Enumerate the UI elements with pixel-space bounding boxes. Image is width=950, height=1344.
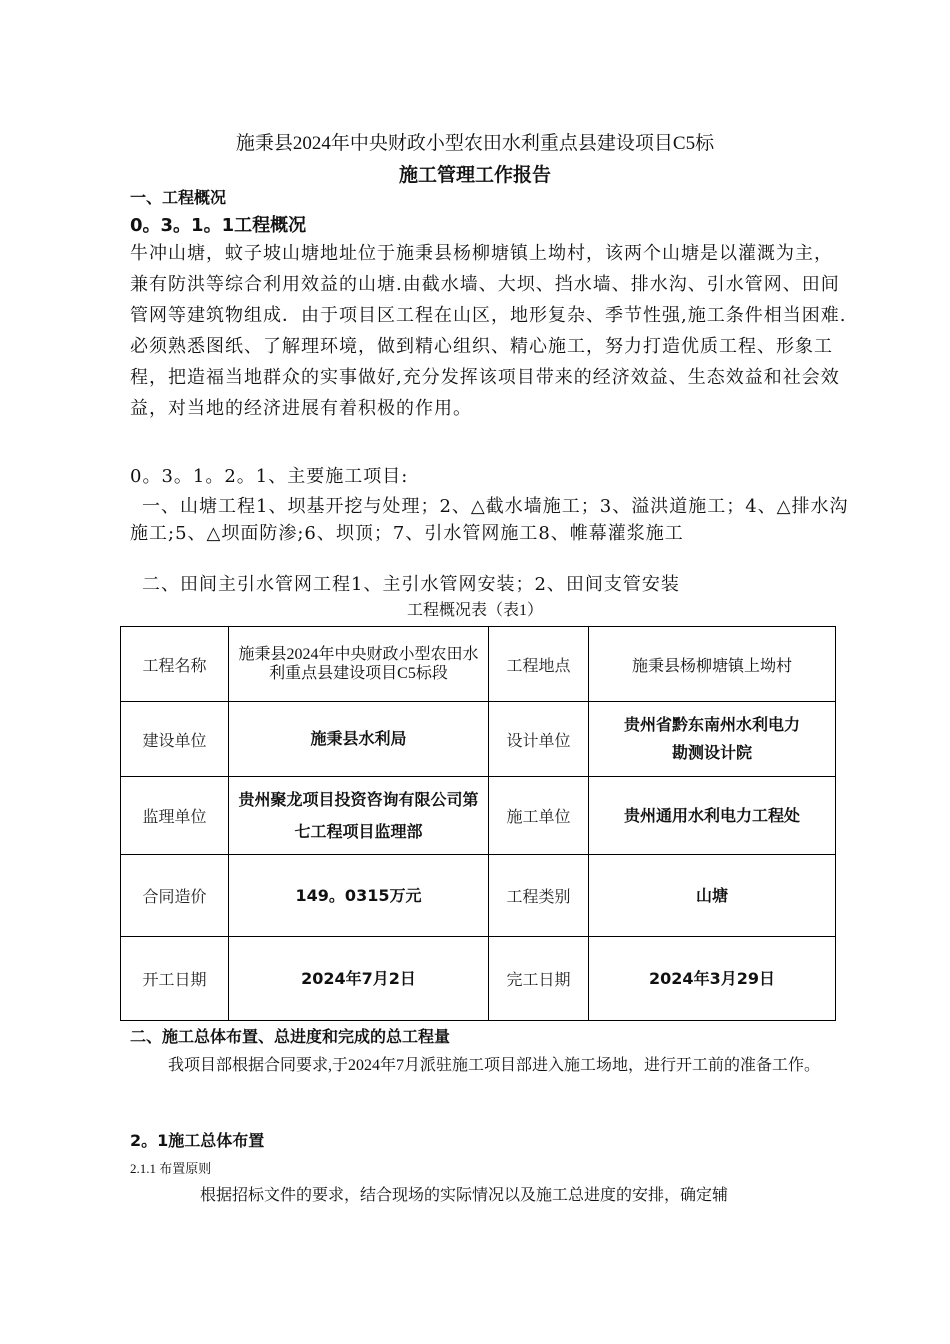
table-row xyxy=(121,855,836,937)
cell-label-start-date: 开工日期 xyxy=(121,937,229,1021)
cell-label-designer: 设计单位 xyxy=(489,702,589,777)
table-row xyxy=(121,777,836,855)
cell-value-finish-date: 2024年3月29日 xyxy=(589,937,836,1021)
table-row xyxy=(121,702,836,777)
cell-label-finish-date: 完工日期 xyxy=(489,937,589,1021)
report-title-line1: 施秉县2024年中央财政小型农田水利重点县建设项目C5标 xyxy=(235,133,715,154)
subheading-project-overview: 0。3。1。1工程概况 xyxy=(130,215,307,236)
table-row xyxy=(121,627,836,702)
cell-value-project-name: 施秉县2024年中央财政小型农田水利重点县建设项目C5标段 xyxy=(229,627,489,702)
subheading-general-layout: 2。1施工总体布置 xyxy=(130,1131,265,1150)
cell-value-designer: 贵州省黔东南州水利电力勘测设计院 xyxy=(589,702,836,777)
cell-label-contract-price: 合同造价 xyxy=(121,855,229,937)
list-item-pipe-network: 二、田间主引水管网工程1、主引水管网安装；2、田间支管安装 xyxy=(142,574,680,595)
section-heading-layout-progress: 二、施工总体布置、总进度和完成的总工程量 xyxy=(130,1027,451,1046)
list-item-pond-works: 一、山塘工程1、坝基开挖与处理；2、△截水墙施工；3、溢洪道施工；4、△排水沟施工;5、△坝面防渗;6、坝顶；7、引水管网施工8、帷幕灌浆施工 xyxy=(130,496,849,544)
subheading-layout-principles: 2.1.1 布置原则 xyxy=(130,1161,212,1176)
table-caption: 工程概况表（表1） xyxy=(406,602,543,619)
cell-label-owner: 建设单位 xyxy=(121,702,229,777)
cell-label-supervisor: 监理单位 xyxy=(121,777,229,855)
cell-label-project-category: 工程类别 xyxy=(489,855,589,937)
cell-value-project-location: 施秉县杨柳塘镇上坳村 xyxy=(589,627,836,702)
cell-value-contractor: 贵州通用水利电力工程处 xyxy=(589,777,836,855)
subheading-main-items: 0。3。1。2。1、主要施工项目: xyxy=(130,466,409,487)
paragraph-mobilization: 我项目部根据合同要求,于2024年7月派驻施工项目部进入施工场地，进行开工前的准备工作。 xyxy=(168,1057,821,1074)
project-overview-table xyxy=(120,626,836,1021)
cell-value-contract-price: 149。0315万元 xyxy=(229,855,489,937)
cell-value-supervisor: 贵州聚龙项目投资咨询有限公司第七工程项目监理部 xyxy=(229,777,489,855)
report-title-line2: 施工管理工作报告 xyxy=(398,164,551,186)
cell-label-project-location: 工程地点 xyxy=(489,627,589,702)
cell-value-start-date: 2024年7月2日 xyxy=(229,937,489,1021)
paragraph-layout-principles: 根据招标文件的要求，结合现场的实际情况以及施工总进度的安排，确定辅 xyxy=(200,1187,729,1204)
cell-label-contractor: 施工单位 xyxy=(489,777,589,855)
table-row xyxy=(121,937,836,1021)
section-heading-overview: 一、工程概况 xyxy=(130,188,227,207)
paragraph-project-description: 牛冲山塘，蚊子坡山塘地址位于施秉县杨柳塘镇上坳村，该两个山塘是以灌溉为主，兼有防洪等综合利用效益的山塘.由截水墙、大坝、挡水墙、排水沟、引水管网、田间管网等建筑物组成．由于项目区工程在山区，地形复杂、季节性强,施工条件相当困难.必须熟悉图纸、了解理环境，做到精心组织、精心施工，努力打造优质工程、形象工程，把造福当地群众的实事做好,充分发挥该项目带来的经济效益、生态效益和社会效益，对当地的经济进展有着积极的作用。 xyxy=(130,243,847,419)
cell-label-project-name: 工程名称 xyxy=(121,627,229,702)
cell-value-project-category: 山塘 xyxy=(589,855,836,937)
cell-value-owner: 施秉县水利局 xyxy=(229,702,489,777)
